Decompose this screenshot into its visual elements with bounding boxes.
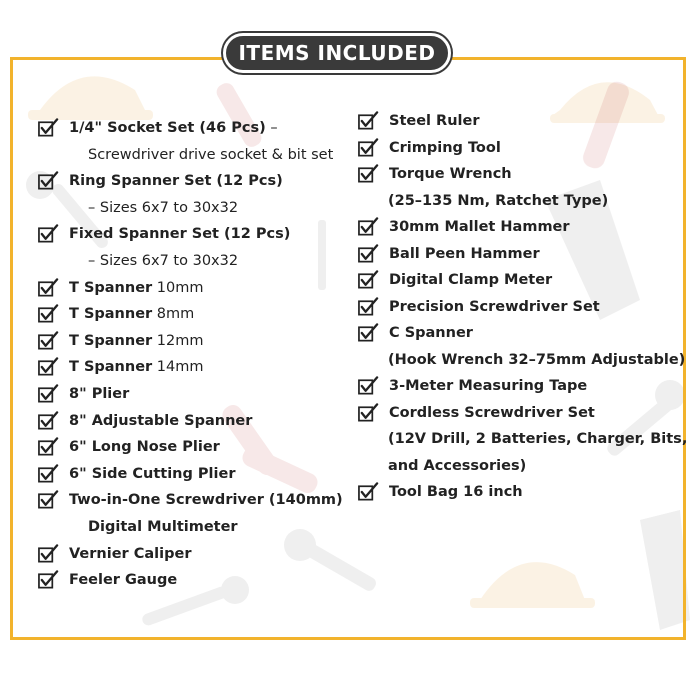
item-name: 8" Plier — [69, 386, 130, 402]
page-title: ITEMS INCLUDED — [223, 33, 451, 73]
item-name: 6" Long Nose Plier — [69, 439, 220, 456]
item-label — [389, 166, 512, 182]
item-detail-text: (Hook Wrench 32–75mm Adjustable) — [388, 351, 686, 368]
item-label — [389, 405, 595, 421]
checkbox-check-icon — [358, 244, 379, 264]
checkbox-check-icon — [38, 570, 59, 590]
checkbox-check-icon — [358, 297, 379, 317]
checkbox-check-icon — [38, 411, 59, 431]
item-detail-text: Screwdriver drive socket & bit set — [88, 146, 334, 163]
list-item — [358, 403, 595, 423]
item-label — [69, 173, 283, 189]
item-name: Vernier Caliper — [69, 545, 192, 562]
item-size: 8mm — [152, 306, 195, 323]
item-size: 10mm — [152, 279, 204, 296]
item-label — [69, 359, 204, 375]
list-item — [38, 437, 220, 457]
item-name: C Spanner — [389, 325, 473, 341]
list-item — [358, 482, 523, 502]
item-label — [389, 113, 480, 129]
list-item-detail — [88, 517, 238, 537]
item-name: Precision Screwdriver Set — [389, 298, 600, 315]
item-label — [69, 120, 278, 136]
item-name: Ball Peen Hammer — [389, 245, 540, 262]
list-item-detail — [88, 198, 238, 218]
item-size: – — [265, 120, 278, 136]
checkbox-check-icon — [38, 544, 59, 564]
item-name: T Spanner — [69, 359, 153, 376]
item-size: 14mm — [152, 359, 204, 376]
list-item — [358, 376, 587, 396]
list-item — [38, 544, 191, 564]
item-name: Cordless Screwdriver Set — [389, 404, 595, 421]
item-label — [389, 378, 587, 394]
item-label — [389, 140, 501, 156]
item-label — [69, 333, 204, 349]
list-item — [38, 171, 283, 191]
item-detail-text: and Accessories) — [388, 457, 527, 474]
item-label — [69, 280, 204, 296]
item-label — [69, 306, 194, 322]
list-item — [38, 278, 204, 298]
item-name: 6" Side Cutting Plier — [69, 465, 236, 482]
list-item-detail — [388, 191, 608, 211]
list-item — [358, 111, 480, 131]
checkbox-check-icon — [38, 357, 59, 377]
list-item — [358, 138, 501, 158]
checkbox-check-icon — [38, 384, 59, 404]
item-name: 3-Meter Measuring Tape — [389, 378, 588, 394]
list-item — [358, 323, 473, 343]
list-item — [38, 464, 235, 484]
item-name: Digital Clamp Meter — [389, 272, 553, 288]
checkbox-check-icon — [38, 437, 59, 457]
item-detail-text: – Sizes 6x7 to 30x32 — [88, 253, 239, 269]
item-detail-text: Digital Multimeter — [88, 519, 238, 535]
list-item — [38, 411, 252, 431]
list-item-detail — [388, 350, 685, 370]
list-item — [38, 331, 204, 351]
item-name: Torque Wrench — [389, 166, 512, 182]
checkbox-check-icon — [358, 138, 379, 158]
item-label — [69, 466, 235, 482]
list-item — [358, 164, 512, 184]
item-detail-text: (25–135 Nm, Ratchet Type) — [388, 192, 609, 209]
list-item-detail — [388, 456, 526, 476]
checkbox-check-icon — [358, 111, 379, 131]
checkbox-check-icon — [38, 490, 59, 510]
checkbox-check-icon — [38, 304, 59, 324]
list-item — [38, 570, 177, 590]
item-name: Two-in-One Screwdriver (140mm) — [69, 492, 343, 509]
checkbox-check-icon — [358, 482, 379, 502]
item-label — [69, 439, 220, 455]
item-name: T Spanner — [69, 332, 153, 349]
item-name: Ring Spanner Set (12 Pcs) — [69, 173, 283, 190]
list-item — [38, 357, 204, 377]
list-item-detail — [388, 429, 687, 449]
item-label — [389, 272, 552, 288]
item-name: Tool Bag 16 inch — [389, 484, 523, 500]
list-item — [358, 297, 600, 317]
list-item — [38, 490, 343, 510]
list-item — [38, 118, 278, 138]
checkbox-check-icon — [38, 171, 59, 191]
checkbox-check-icon — [38, 464, 59, 484]
item-label — [69, 546, 191, 562]
item-name: T Spanner — [69, 306, 153, 323]
item-label — [389, 299, 600, 315]
item-label — [389, 246, 540, 262]
item-label — [389, 219, 570, 235]
checkbox-check-icon — [358, 164, 379, 184]
checkbox-check-icon — [358, 270, 379, 290]
item-label — [69, 386, 129, 402]
item-name: 1/4" Socket Set (46 Pcs) — [69, 120, 266, 136]
checkbox-check-icon — [358, 217, 379, 237]
item-name: 30mm Mallet Hammer — [389, 219, 570, 235]
checkbox-check-icon — [38, 224, 59, 244]
item-name: Feeler Gauge — [69, 572, 178, 589]
item-name: Steel Ruler — [389, 113, 480, 129]
list-item-detail — [88, 145, 333, 165]
item-detail-text: (12V Drill, 2 Batteries, Charger, Bits, — [388, 431, 688, 447]
list-item-detail — [88, 251, 238, 271]
item-name: T Spanner — [69, 279, 153, 296]
checkbox-check-icon — [38, 278, 59, 298]
checkbox-check-icon — [38, 118, 59, 138]
item-detail-text: – Sizes 6x7 to 30x32 — [88, 199, 239, 216]
list-item — [38, 384, 129, 404]
list-item — [38, 224, 290, 244]
item-label — [69, 226, 290, 242]
item-label — [389, 484, 523, 500]
item-name: Fixed Spanner Set (12 Pcs) — [69, 226, 291, 243]
checkbox-check-icon — [358, 376, 379, 396]
item-label — [69, 492, 343, 508]
list-item — [358, 244, 540, 264]
list-item — [38, 304, 194, 324]
item-label — [69, 572, 177, 588]
item-name: Crimping Tool — [389, 139, 501, 156]
checkbox-check-icon — [38, 331, 59, 351]
item-name: 8" Adjustable Spanner — [69, 412, 253, 429]
checkbox-check-icon — [358, 403, 379, 423]
list-item — [358, 217, 570, 237]
checkbox-check-icon — [358, 323, 379, 343]
item-label — [389, 325, 473, 341]
list-item — [358, 270, 552, 290]
item-label — [69, 413, 252, 429]
item-size: 12mm — [152, 332, 204, 349]
